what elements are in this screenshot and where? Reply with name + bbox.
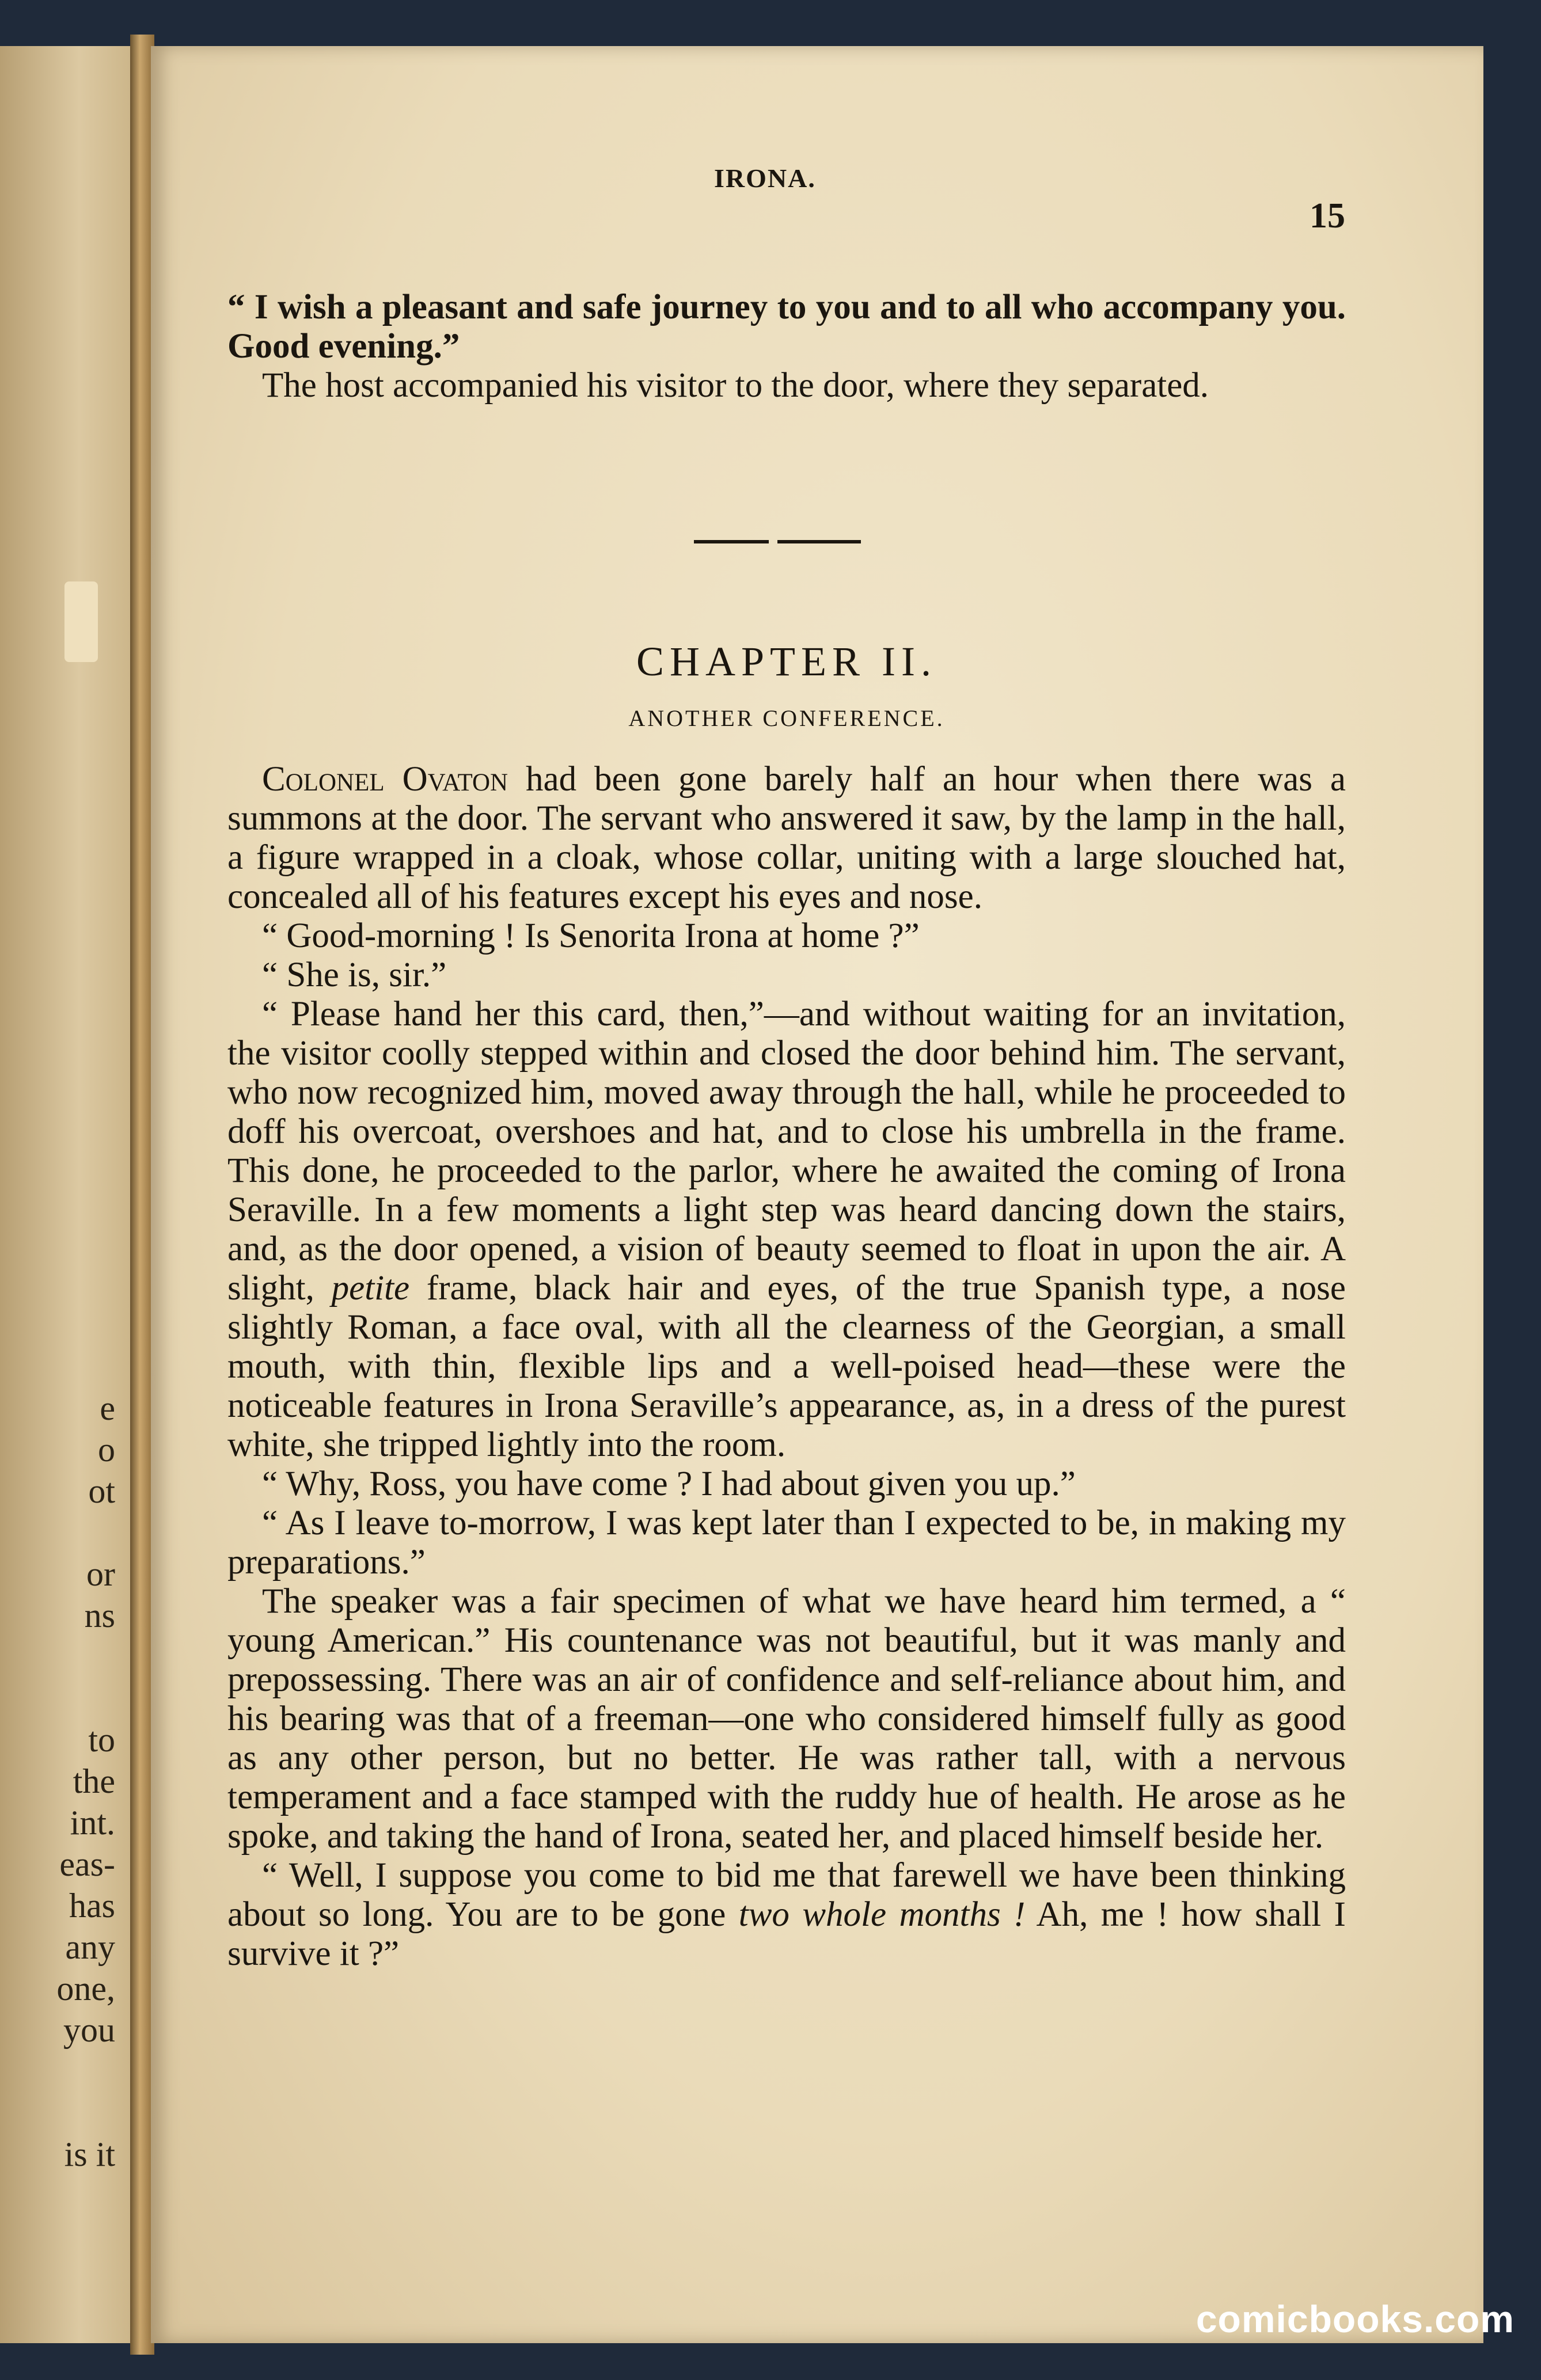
paragraph-text: “ Well, I suppose you come to bid me that farewell we have been thinking about so long. You are to be gone [227, 1856, 1346, 1934]
fragment [0, 2092, 115, 2134]
paragraph-text: Ah, me ! how shall I survive it ?” [227, 1895, 1346, 1973]
binding-thread-tab [64, 581, 98, 662]
paragraph-text: had been gone barely half an hour when there was a summons at the door. The servant who answered it saw, by the lamp in the hall, a figure wrapped in a cloak, whose collar, uniting with a large slouched hat, concealed all of his features except his eyes and nose. [227, 760, 1346, 916]
body-paragraph [227, 760, 1346, 917]
body-paragraph: “ Good-morning ! Is Senorita Irona at home ?” [262, 917, 920, 955]
fragment: has [69, 1887, 115, 1925]
opening-paragraph: “ I wish a pleasant and safe journey to you and to all who accompany you. Good evening.” [227, 288, 1346, 366]
body-paragraph: “ Why, Ross, you have come ? I had about given you up.” [262, 1465, 1076, 1503]
site-watermark: comicbooks.com [1195, 2298, 1515, 2340]
body-paragraph: “ She is, sir.” [262, 956, 447, 994]
fragment [0, 2051, 115, 2092]
chapter-subtitle: ANOTHER CONFERENCE. [628, 705, 945, 731]
body-paragraph: “ As I leave to-morrow, I was kept later than I expected to be, in making my preparations.” [227, 1504, 1346, 1581]
italic-text: two whole months ! [738, 1895, 1026, 1934]
fragment: one, [56, 1970, 115, 2008]
chapter-heading: CHAPTER II. [636, 638, 937, 685]
body-paragraph [227, 1856, 1346, 1974]
body-paragraph: The speaker was a fair specimen of what we have heard him termed, a “ young American.” His countenance was not beautiful, but it was manly and prepossessing. There was an air of confidence and self-reliance about him, and his bearing was that of a freeman—one who considered himself fully as good as any other person, but no better. He was rather tall, with a nervous temperament and a face stamped with the ruddy hue of health. He arose as he spoke, and taking the hand of Irona, seated her, and placed himself beside her. [227, 1582, 1346, 1856]
chapter-body [227, 760, 1346, 1974]
fragment: you [63, 2011, 115, 2049]
fragment: o [98, 1431, 115, 1469]
opening-text [227, 288, 1346, 405]
character-name: Colonel Ovaton [262, 760, 508, 799]
section-divider [777, 540, 861, 543]
section-divider [694, 540, 769, 543]
fragment: any [65, 1928, 115, 1966]
fragment: to [88, 1721, 115, 1759]
opening-paragraph: The host accompanied his visitor to the door, where they separated. [262, 366, 1209, 405]
fragment: or [86, 1555, 115, 1593]
fragment: ot [88, 1472, 115, 1510]
paragraph-text: “ Please hand her this card, then,”—and without waiting for an invitation, the visitor coolly stepped within and closed the door behind him. The servant, who now recognized him, moved away through the hall, while he proceeded to doff his overcoat, overshoes and hat, and to close his umbrella in the frame. This done, he proceeded to the parlor, where he awaited the coming of Irona Seraville. In a few moments a light step was heard dancing down the stairs, and, as the door opened, a vision of beauty seemed to float in upon the air. A slight, [227, 995, 1346, 1307]
fragment [0, 1512, 115, 1553]
fragment: is it [64, 2135, 115, 2173]
fragment: int. [70, 1804, 115, 1842]
italic-text: petite [314, 1269, 410, 1307]
fragment: the [73, 1762, 115, 1800]
page-number: 15 [1310, 196, 1345, 235]
fragment [0, 1636, 115, 1678]
fragment: eas- [59, 1845, 115, 1883]
facing-page [0, 46, 144, 2343]
body-paragraph [227, 995, 1346, 1465]
paragraph-text: frame, black hair and eyes, of the true Spanish type, a nose slightly Roman, a face oval, with all the clearness of the Georgian, a small mouth, with thin, flexible lips and a well-poised head—these were the noticeable features in Irona Seraville’s appearance, as, in a dress of the purest white, she tripped lightly into the room. [227, 1269, 1346, 1464]
running-head: IRONA. [714, 164, 816, 193]
facing-page-text-fragments [0, 1387, 115, 2175]
fragment [0, 1678, 115, 1719]
fragment: e [100, 1389, 115, 1427]
fragment: ns [84, 1596, 115, 1634]
